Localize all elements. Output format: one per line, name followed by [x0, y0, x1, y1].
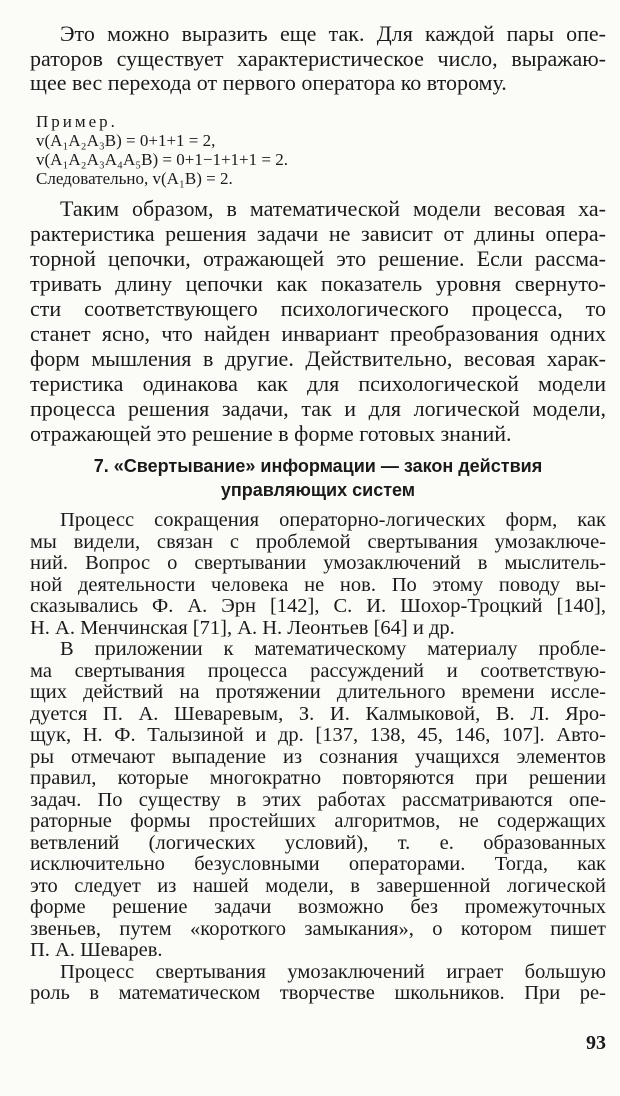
text-line: П. А. Шеварев. [30, 939, 163, 961]
text-line: дуется П. А. Шеваревым, З. И. Калмыковой, В. Л. Яро- [30, 702, 606, 725]
heading-line: управляющих систем [220, 480, 416, 500]
text-line: торной цепочки, отражающей это решение. Если рассма- [30, 246, 606, 271]
example-title: Пример. [36, 112, 118, 131]
text-line: В приложении к математическому материалу пробле- [60, 638, 606, 660]
example-block [36, 112, 288, 188]
text-line: тривать длину цепочки как показатель уровня свернуто- [30, 271, 606, 296]
text-line: станет ясно, что найден инвариант преобразования одних [30, 321, 606, 346]
text-line: Это можно выразить еще так. Для каждой пары опе- [60, 21, 606, 46]
text-line: Таким образом, в математической модели весовая ха- [60, 196, 606, 221]
text-line: раторные формы простейших алгоритмов, не содержащих [30, 810, 606, 832]
text-line: правил, которые многократно повторяются при решении [30, 767, 606, 789]
text-line: роль в математическом творчестве школьников. При ре- [30, 982, 606, 1004]
text-line: ветвлений (логических условий), т. е. образованных [30, 831, 606, 854]
paragraph-2 [30, 196, 606, 446]
text-line: щее вес перехода от первого оператора ко второму. [30, 70, 507, 95]
formula-line: Следовательно, v(A₁B) = 2. [36, 169, 233, 188]
text-line: это следует из нашей модели, в завершенной логической [30, 874, 606, 897]
text-line: исключительно безусловными операторами. Тогда, как [30, 853, 606, 875]
text-line: звеньев, путем «короткого замыкания», о котором пишет [30, 917, 606, 940]
paragraph-3 [30, 510, 606, 1005]
text-line: процесса решения задачи, так и для логической модели, [30, 396, 606, 421]
formula-line: v(A₁A₂A₃B) = 0+1+1 = 2, [36, 131, 216, 150]
text-line: отражающей это решение в форме готовых знаний. [30, 421, 512, 446]
text-line: Н. А. Менчинская [71], А. Н. Леонтьев [64] и др. [30, 616, 455, 639]
text-line: рактеристика решения задачи не зависит от длины опера- [30, 221, 606, 246]
section-heading [30, 454, 606, 502]
text-line: раторов существует характеристическое число, выражаю- [30, 45, 606, 71]
text-line: форм мышления в другие. Действительно, весовая харак- [30, 346, 606, 371]
text-line: задач. По существу в этих работах рассматриваются опе- [30, 788, 606, 811]
heading-line: 7. «Свертывание» информации — закон действия [93, 456, 543, 476]
formula-line: v(A₁A₂A₃A₄A₅B) = 0+1−1+1+1 = 2. [36, 150, 288, 169]
text-line: щих действий на протяжении длительного времени иссле- [30, 681, 606, 703]
paragraph-1 [30, 22, 606, 96]
page-number: 93 [586, 1032, 606, 1054]
text-line: ры отмечают выпадение из сознания учащихся элементов [30, 745, 606, 768]
text-line: форме решение задачи возможно без промежуточных [30, 896, 606, 918]
text-line: Процесс свертывания умозаключений играет большую [60, 960, 606, 983]
text-line: сказывались Ф. А. Эрн [142], С. И. Шохор-Троцкий [140], [30, 595, 606, 617]
text-line: сти соответствующего психологического процесса, то [30, 296, 606, 321]
text-line: ной деятельности человека не нов. По этому поводу вы- [30, 573, 606, 596]
text-line: теристика одинакова как для психологической модели [30, 371, 606, 396]
text-line: ний. Вопрос о свертывании умозаключений в мыслитель- [30, 552, 606, 574]
text-line: щук, Н. Ф. Талызиной и др. [137, 138, 45, 146, 107]. Авто- [30, 724, 606, 746]
text-line: Процесс сокращения операторно-логических форм, как [60, 509, 606, 531]
text-line: ма свертывания процесса рассуждений и соответствую- [30, 659, 606, 682]
text-line: мы видели, связан с проблемой свертывания умозаключе- [30, 530, 606, 553]
